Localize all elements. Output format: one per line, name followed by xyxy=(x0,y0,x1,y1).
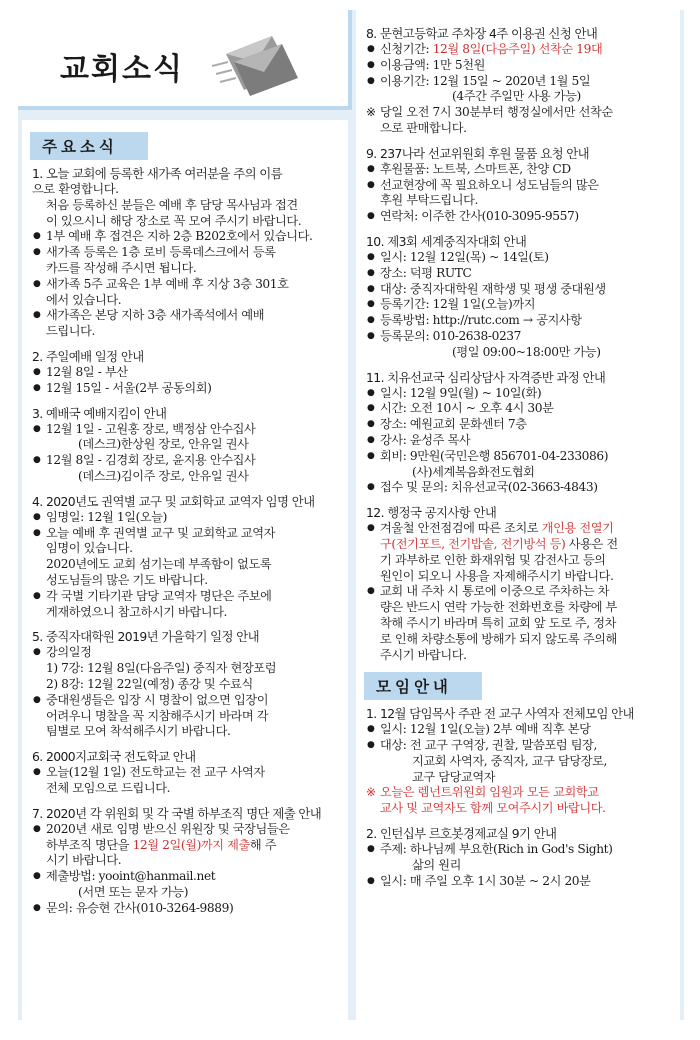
notice-item xyxy=(366,826,670,889)
main-news-column xyxy=(22,120,348,1020)
notice-line: 주시기 바랍니다. xyxy=(380,647,467,662)
notice-line: ● 제출방법: yooint@hanmail.net xyxy=(32,869,338,885)
notice-line: ● 12월 8일 - 부산 xyxy=(32,365,338,381)
notice-line: ● 1부 예배 후 접견은 지하 2층 B202호에서 있습니다. xyxy=(32,229,338,245)
notice-line: ● 등록방법: http://rutc.com → 공지사항 xyxy=(366,313,670,329)
notice-line: ● 오늘 예배 후 권역별 교구 및 교회학교 교역자 xyxy=(32,526,338,542)
notice-line: (데스크)김이주 장로, 안유일 권사 xyxy=(78,468,249,483)
notice-item xyxy=(32,806,338,917)
header-box xyxy=(18,10,352,110)
notice-line: 성도님들의 많은 기도 바랍니다. xyxy=(46,572,208,587)
notice-line: ● 12월 1일 - 고원홍 장로, 백정삼 안수집사 xyxy=(32,422,338,438)
notice-line: ● 일시: 12월 12일(목) ~ 14일(토) xyxy=(366,250,670,266)
highlight-text: 구(전기포트, 전기밥솥, 전기방석 등) xyxy=(380,536,566,551)
main-news-list xyxy=(22,166,348,916)
notice-line: ● 교회 내 주차 시 통로에 이중으로 주차하는 차 xyxy=(366,584,670,600)
notice-line: ● 12월 8일 - 김경회 장로, 윤지용 안수집사 xyxy=(32,453,338,469)
notice-line: 로 인해 차량소통에 방해가 되지 않도록 주의해 xyxy=(380,631,617,646)
highlight-text: 12월 2일(월)까지 제출 xyxy=(132,837,250,852)
notice-line: 에서 있습니다. xyxy=(46,292,122,307)
notice-item xyxy=(32,406,338,485)
envelope-icon xyxy=(212,32,304,98)
notice-item xyxy=(366,146,670,225)
notice-item xyxy=(366,505,670,663)
line-text: 겨울철 안전점검에 따른 조치로 xyxy=(380,521,542,536)
notice-line: (데스크)한상원 장로, 안유일 권사 xyxy=(78,437,249,452)
notice-title: 2. 인턴십부 르호봇경제교실 9기 안내 xyxy=(366,826,557,842)
notice-item xyxy=(32,349,338,397)
notice-line: ● 문의: 유승현 간사(010-3264-9889) xyxy=(32,901,338,917)
line-text: 해 주 xyxy=(249,837,277,852)
gatherings-heading: 모임안내 xyxy=(364,672,482,700)
notice-line: 후원 부탁드립니다. xyxy=(380,193,478,208)
notice-title: 2. 주일예배 일정 안내 xyxy=(32,348,144,364)
notice-line: ● 2020년 새로 임명 받으신 위원장 및 국장님들은 xyxy=(32,822,338,838)
notice-line: ● 장소: 덕평 RUTC xyxy=(366,266,670,282)
notice-line: 착해 주시기 바라며 특히 교회 앞 도로 주, 정차 xyxy=(380,615,616,630)
notice-line: 전체 모임으로 드립니다. xyxy=(46,780,171,795)
notice-line: 2) 8강: 12월 22일(예정) 종강 및 수료식 xyxy=(46,676,253,691)
notice-line: 1) 7강: 12월 8일(다음주일) 중직자 현장포럼 xyxy=(46,661,277,676)
notice-title: 5. 중직자대학원 2019년 가을학기 일정 안내 xyxy=(32,629,259,645)
notice-line: ● 대상: 전 교구 구역장, 권찰, 말씀포럼 팀장, xyxy=(366,738,670,754)
notice-title: 9. 237나라 선교위원회 후원 물품 요청 안내 xyxy=(366,145,590,161)
notice-line: 어려우니 명찰을 꼭 지참해주시기 바라며 각 xyxy=(46,708,269,723)
notice-line: ● 회비: 9만원(국민은행 856701-04-233086) xyxy=(366,449,670,465)
notice-line: ● 장소: 예원교회 문화센터 7층 xyxy=(366,417,670,433)
notice-item xyxy=(32,494,338,621)
notice-line: ● 새가족은 본당 지하 3층 새가족석에서 예배 xyxy=(32,308,338,324)
notice-title: 4. 2020년도 권역별 교구 및 교회학교 교역자 임명 안내 xyxy=(32,493,315,509)
notice-line: ● 연락처: 이주한 간사(010-3095-9557) xyxy=(366,209,670,225)
notice-line: 2020년에도 교회 섬기는데 부족함이 없도록 xyxy=(46,557,272,572)
notice-line: ● 이용기간: 12월 15일 ~ 2020년 1월 5일 xyxy=(366,74,670,90)
notice-title: 3. 예배국 예배지킴이 안내 xyxy=(32,405,167,421)
notice-title: 10. 제3회 세계중직자대회 안내 xyxy=(366,233,527,249)
notice-line: ● 일시: 12월 9일(월) ~ 10일(화) xyxy=(366,386,670,402)
notice-line: ● 중대원생들은 입장 시 명찰이 없으면 입장이 xyxy=(32,693,338,709)
notice-line: 삶의 원리 xyxy=(412,857,461,872)
notice-line: 게재하였으니 참고하시기 바랍니다. xyxy=(46,604,228,619)
notice-line: ● 강사: 윤성주 목사 xyxy=(366,433,670,449)
notice-line: 임명이 있습니다. xyxy=(46,541,133,556)
notice-line: (평일 09:00~18:00만 가능) xyxy=(452,344,601,359)
notice-title: 11. 치유선교국 심리상담사 자격증반 과정 안내 xyxy=(366,369,606,385)
notice-line: 교구 담당교역자 xyxy=(412,769,496,784)
line-text: 하부조직 명단을 xyxy=(46,837,133,852)
notice-item xyxy=(366,234,670,361)
notice-line: 드립니다. xyxy=(46,324,95,339)
notice-title: 8. 문현고등학교 주차장 4주 이용권 신청 안내 xyxy=(366,26,598,41)
notice-title: 1. 12월 담임목사 주관 전 교구 사역자 전체모임 안내 xyxy=(366,706,634,722)
gatherings-list xyxy=(356,706,680,889)
notice-line: ※ 오늘은 렘넌트위원회 임원과 모든 교회학교 xyxy=(366,785,670,801)
notice-line: ● 임명일: 12월 1일(오늘) xyxy=(32,510,338,526)
notice-line: 기 과부하로 인한 화재위험 및 감전사고 등의 xyxy=(380,552,606,567)
notice-line: ● 대상: 중직자대학원 재학생 및 평생 중대원생 xyxy=(366,282,670,298)
notice-line xyxy=(32,838,338,854)
notice-line: 시기 바랍니다. xyxy=(46,853,122,868)
notice-line: ● 12월 15일 - 서울(2부 공동의회) xyxy=(32,381,338,397)
right-news-list xyxy=(356,10,680,663)
notice-item xyxy=(32,629,338,740)
notice-line: (4주간 주일만 사용 가능) xyxy=(452,89,581,104)
line-text: 신청기간: xyxy=(380,42,433,56)
notice-line: ● 일시: 12월 1일(오늘) 2부 예배 직후 본당 xyxy=(366,722,670,738)
notice-line: ● 각 국별 기타기관 담당 교역자 명단은 주보에 xyxy=(32,589,338,605)
notice-line: ● 강의일정 xyxy=(32,645,338,661)
notice-title: 1. 오늘 교회에 등록한 새가족 여러분을 주의 이름 xyxy=(32,166,283,181)
notice-line: (사)세계복음화전도협회 xyxy=(412,464,535,479)
notice-line: 교사 및 교역자도 함께 모여주시기 바랍니다. xyxy=(380,801,606,816)
notice-line: ● 이용금액: 1만 5천원 xyxy=(366,58,670,74)
main-news-heading: 주요소식 xyxy=(30,132,148,160)
notice-item xyxy=(32,749,338,797)
notice-line: ※ 당일 오전 7시 30분부터 행정실에서만 선착순 xyxy=(366,105,670,121)
highlight-text: 개인용 전열기 xyxy=(541,521,614,536)
notice-line: 팀별로 모여 착석해주시기 바랍니다. xyxy=(46,724,231,739)
notice-item xyxy=(32,166,338,340)
notice-item xyxy=(366,26,670,137)
notice-line xyxy=(366,537,670,553)
notice-line: ● 등록문의: 010-2638-0237 xyxy=(366,329,670,345)
notice-line: 처음 등록하신 분들은 예배 후 담당 목사님과 접견 xyxy=(46,197,298,212)
notice-line: 량은 반드시 연락 가능한 전화번호를 차량에 부 xyxy=(380,600,617,615)
right-column xyxy=(356,10,680,1020)
notice-line: 으로 환영합니다. xyxy=(32,182,119,196)
notice-line: 지교회 사역자, 중직자, 교구 담당장로, xyxy=(412,753,607,768)
notice-line: ● 접수 및 문의: 치유선교국(02-3663-4843) xyxy=(366,480,670,496)
highlight-text: 12월 8일(다음주일) 선착순 19대 xyxy=(432,42,603,56)
notice-line: ● 시간: 오전 10시 ~ 오후 4시 30분 xyxy=(366,401,670,417)
notice-title: 7. 2020년 각 위원회 및 각 국별 하부조직 명단 제출 안내 xyxy=(32,805,322,821)
notice-line: 이 있으시니 해당 장소로 꼭 모여 주시기 바랍니다. xyxy=(46,213,302,228)
notice-title: 6. 2000지교회국 전도학교 안내 xyxy=(32,749,196,765)
notice-line xyxy=(366,42,670,58)
notice-line: ● 선교현장에 꼭 필요하오니 성도님들의 많은 xyxy=(366,178,670,194)
notice-line: ● 후원물품: 노트북, 스마트폰, 찬양 CD xyxy=(366,162,670,178)
notice-line xyxy=(366,521,670,537)
notice-line: (서면 또는 문자 가능) xyxy=(78,884,189,899)
notice-line: 카드를 작성해 주시면 됩니다. xyxy=(46,260,197,275)
notice-line: 으로 판매합니다. xyxy=(380,120,467,135)
line-text: 사용은 전 xyxy=(565,536,618,551)
notice-item xyxy=(366,370,670,497)
notice-line: 원인이 되오니 사용을 자제해주시기 바랍니다. xyxy=(380,568,614,583)
notice-line: ● 일시: 매 주일 오후 1시 30분 ~ 2시 20분 xyxy=(366,874,670,890)
notice-line: ● 오늘(12월 1일) 전도학교는 전 교구 사역자 xyxy=(32,765,338,781)
notice-line: ● 새가족 5주 교육은 1부 예배 후 지상 3층 301호 xyxy=(32,277,338,293)
notice-item xyxy=(366,706,670,817)
notice-line: ● 새가족 등록은 1층 로비 등록데스크에서 등록 xyxy=(32,245,338,261)
notice-line: ● 주제: 하나님께 부요한(Rich in God's Sight) xyxy=(366,842,670,858)
notice-title: 12. 행정국 공지사항 안내 xyxy=(366,505,497,521)
page-title: 교회소식 xyxy=(60,52,184,87)
notice-line: ● 등록기간: 12월 1일(오늘)까지 xyxy=(366,297,670,313)
